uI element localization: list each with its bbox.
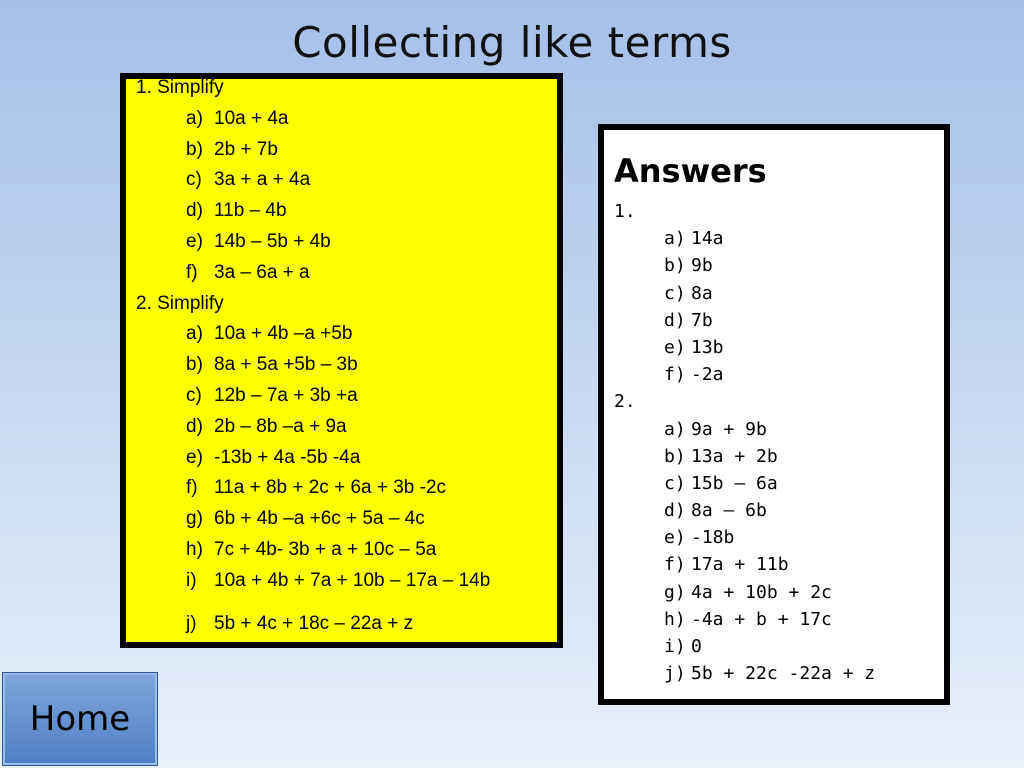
answer-text: 9a + 9b (691, 418, 767, 440)
question-text: 10a + 4a (214, 107, 289, 129)
answer-letter: i) (664, 636, 686, 657)
answer-item (614, 334, 875, 361)
answer-letter: h) (664, 608, 686, 630)
answer-text: 15b – 6a (691, 472, 778, 494)
question-item (136, 350, 490, 381)
question-letter: c) (186, 169, 202, 191)
question-letter: e) (186, 446, 203, 468)
question-letter: a) (186, 107, 203, 129)
answer-letter: a) (664, 418, 686, 440)
question-letter: j) (186, 612, 197, 634)
question-text: 11b – 4b (214, 200, 287, 222)
question-text: 14b – 5b + 4b (214, 230, 331, 252)
question-text: 8a + 5a +5b – 3b (214, 354, 358, 376)
home-button[interactable] (2, 672, 158, 766)
answer-heading: 1. (614, 201, 636, 222)
answer-item (614, 307, 875, 334)
answer-item (614, 660, 875, 687)
question-text: 3a – 6a + a (214, 261, 310, 283)
question-text: 3a + a + 4a (214, 169, 311, 191)
answer-item (614, 633, 875, 660)
question-item (136, 135, 490, 166)
home-button-label: Home (29, 699, 131, 739)
question-text: 2b – 8b –a + 9a (214, 415, 347, 437)
answer-text: 7b (691, 309, 713, 331)
answers-title: Answers (614, 152, 767, 190)
question-item (136, 535, 490, 566)
question-text: 5b + 4c + 18c – 22a + z (214, 612, 414, 634)
question-letter: g) (186, 508, 203, 530)
answer-text: 5b + 22c -22a + z (691, 663, 876, 685)
answer-item (614, 280, 875, 307)
questions-box (120, 73, 563, 648)
answer-item (614, 225, 875, 252)
question-item (136, 412, 490, 443)
question-item (136, 196, 490, 227)
question-text: 12b – 7a + 3b +a (214, 384, 358, 406)
answers-list (614, 198, 875, 687)
question-item (136, 319, 490, 350)
question-letter: i) (186, 569, 197, 591)
question-letter: d) (186, 415, 203, 437)
question-text: 6b + 4b –a +6c + 5a – 4c (214, 508, 425, 530)
question-letter: d) (186, 200, 203, 222)
question-text: 10a + 4b + 7a + 10b – 17a – 14b (214, 569, 491, 591)
question-item (136, 165, 490, 196)
answer-text: 4a + 10b + 2c (691, 581, 832, 603)
question-item (136, 473, 490, 504)
answer-letter: j) (664, 663, 686, 685)
question-letter: h) (186, 538, 203, 560)
question-item (136, 504, 490, 535)
question-heading: 2. Simplify (136, 292, 224, 314)
question-letter: c) (186, 384, 202, 406)
answer-letter: c) (664, 282, 686, 304)
question-letter: a) (186, 323, 203, 345)
question-item (136, 609, 490, 640)
answer-letter: a) (664, 228, 686, 250)
answer-letter: b) (664, 255, 686, 277)
slide-title: Collecting like terms (292, 18, 732, 67)
answer-item (614, 497, 875, 524)
question-text: 11a + 8b + 2c + 6a + 3b -2c (214, 477, 447, 499)
answer-text: -4a + b + 17c (691, 608, 832, 630)
answer-item (614, 252, 875, 279)
answer-heading: 2. (614, 391, 636, 413)
answer-text: 8a – 6b (691, 500, 767, 522)
question-item (136, 104, 490, 135)
question-item (136, 227, 490, 258)
answer-letter: b) (664, 445, 686, 467)
question-item (136, 381, 490, 412)
answer-letter: f) (664, 364, 686, 386)
answer-item (614, 579, 875, 606)
answer-text: 13a + 2b (691, 445, 778, 467)
question-item (136, 443, 490, 474)
question-text: -13b + 4a -5b -4a (214, 446, 361, 468)
question-heading: 1. Simplify (136, 77, 224, 98)
answers-box (598, 124, 950, 705)
question-letter: f) (186, 477, 198, 499)
answer-item (614, 443, 875, 470)
answer-text: 8a (691, 282, 713, 304)
question-item (136, 258, 490, 289)
answer-text: -2a (691, 364, 724, 386)
question-letter: b) (186, 354, 203, 376)
answer-item (614, 361, 875, 388)
answer-text: -18b (691, 527, 735, 549)
answer-item (614, 551, 875, 578)
answer-letter: d) (664, 309, 686, 331)
answer-text: 13b (691, 336, 724, 358)
question-letter: b) (186, 138, 203, 160)
question-letter: e) (186, 230, 203, 252)
question-letter: f) (186, 261, 198, 283)
answer-letter: e) (664, 527, 686, 549)
answer-letter: d) (664, 500, 686, 522)
answer-item (614, 470, 875, 497)
answer-letter: c) (664, 472, 686, 494)
question-text: 7c + 4b- 3b + a + 10c – 5a (214, 538, 437, 560)
answer-text: 17a + 11b (691, 554, 789, 576)
answer-letter: e) (664, 336, 686, 358)
answer-text: 14a (691, 228, 724, 250)
question-text: 10a + 4b –a +5b (214, 323, 353, 345)
question-text: 2b + 7b (214, 138, 278, 160)
answer-item (614, 524, 875, 551)
answer-text: 9b (691, 255, 713, 277)
answer-letter: f) (664, 554, 686, 576)
questions-list (136, 73, 490, 639)
answer-item (614, 416, 875, 443)
answer-item (614, 606, 875, 633)
question-item (136, 566, 490, 597)
answer-letter: g) (664, 581, 686, 603)
answer-text: 0 (691, 636, 702, 657)
